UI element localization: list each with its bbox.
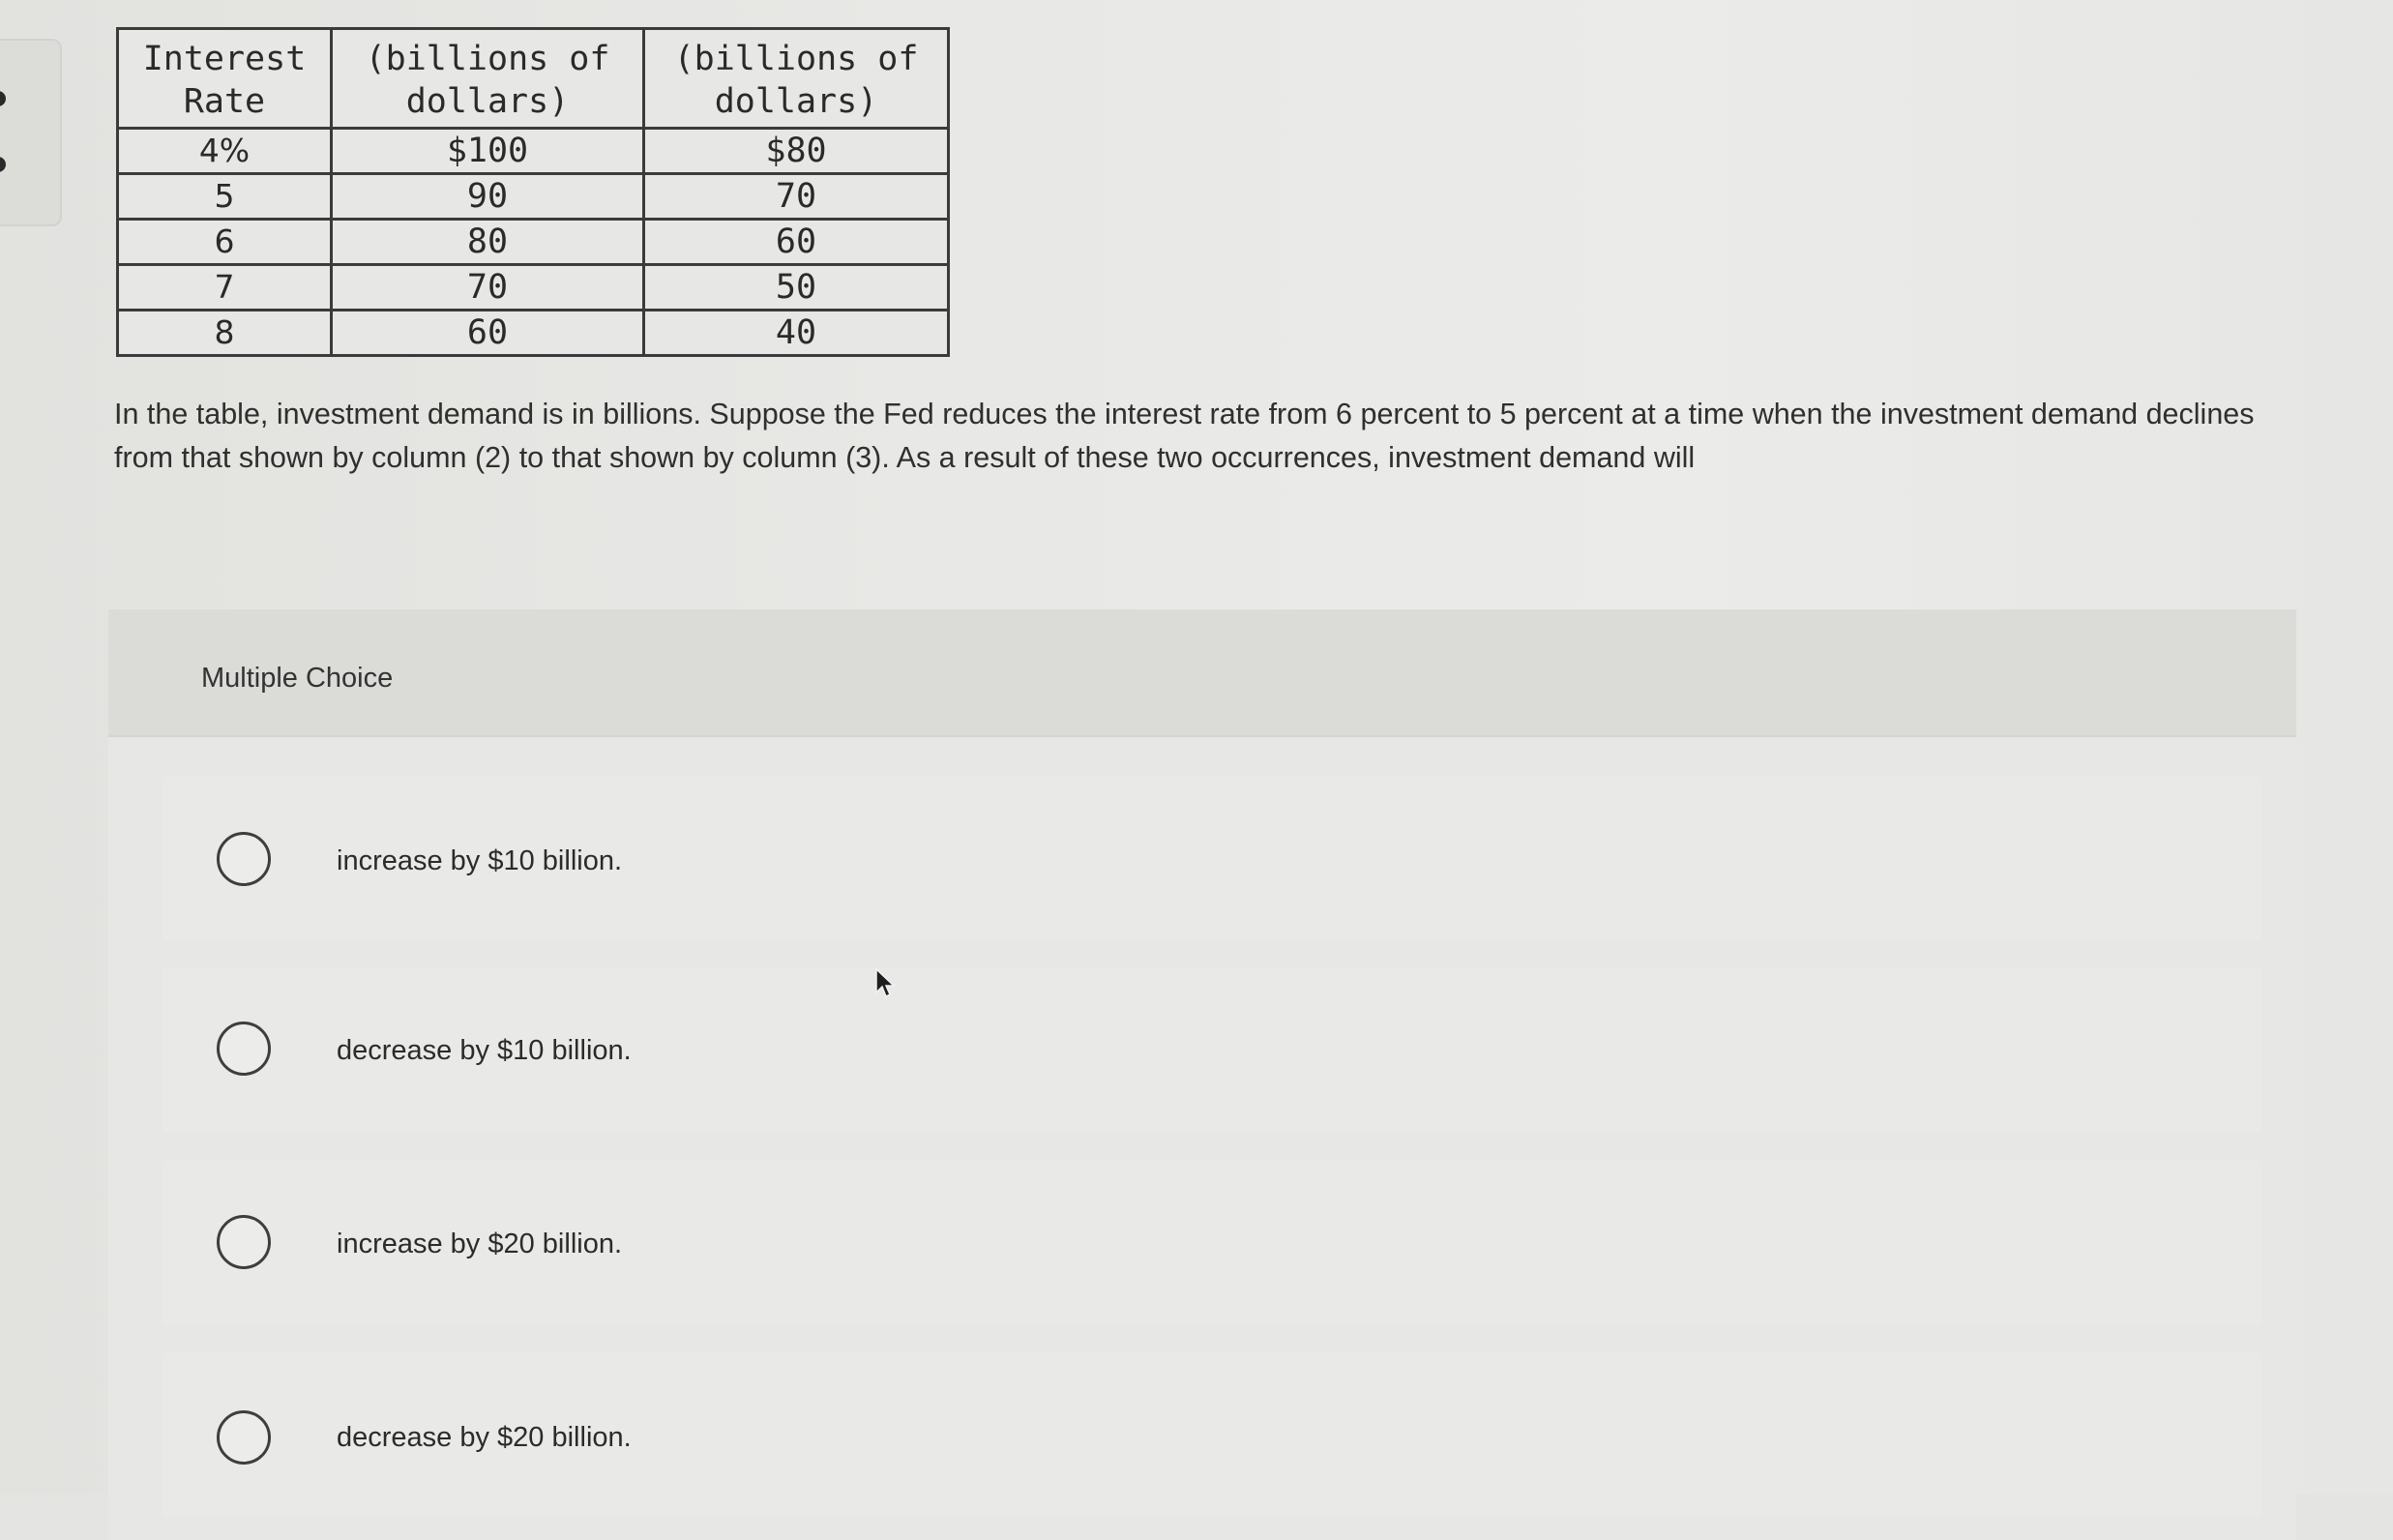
option-label[interactable]: increase by $20 billion. <box>337 1229 623 1259</box>
table-row <box>118 174 949 220</box>
option-label[interactable]: decrease by $20 billion. <box>337 1422 632 1453</box>
rate-cell: 8 <box>118 311 332 356</box>
answer-option-1[interactable] <box>162 776 2261 940</box>
table-row <box>118 265 949 311</box>
answer-option-3[interactable] <box>162 1161 2261 1325</box>
rate-cell: 6 <box>118 220 332 265</box>
answer-option-2[interactable] <box>162 967 2261 1132</box>
radio-unselected-icon[interactable] <box>217 1022 271 1076</box>
multiple-choice-panel <box>108 609 2296 1538</box>
demand-cell: $80 <box>644 129 949 174</box>
option-label[interactable]: decrease by $10 billion. <box>337 1035 632 1066</box>
demand-cell: $100 <box>332 129 644 174</box>
table-row <box>118 311 949 356</box>
radio-unselected-icon[interactable] <box>217 1410 271 1465</box>
table-header-row <box>118 29 949 129</box>
table-row <box>118 129 949 174</box>
demand-cell: 60 <box>644 220 949 265</box>
mouse-pointer-icon <box>874 967 898 1000</box>
demand-cell: 80 <box>332 220 644 265</box>
demand-cell: 70 <box>332 265 644 311</box>
question-text: In the table, investment demand is in billions. Suppose the Fed reduces the interest rate from 6 percent to 5 percent at a time when the investment demand declines from that shown by column (2) to that shown by column (3). As a result of these two occurrences, investment demand will <box>114 398 2255 474</box>
header-interest-rate: Interest Rate <box>118 29 332 129</box>
demand-cell: 40 <box>644 311 949 356</box>
rate-cell: 4% <box>118 129 332 174</box>
investment-demand-table <box>116 27 950 357</box>
radio-unselected-icon[interactable] <box>217 1215 271 1269</box>
multiple-choice-header <box>108 609 2296 737</box>
demand-cell: 60 <box>332 311 644 356</box>
answer-option-4[interactable] <box>162 1352 2261 1517</box>
option-label[interactable]: increase by $10 billion. <box>337 845 623 876</box>
rate-cell: 5 <box>118 174 332 220</box>
previous-panel-edge <box>0 39 62 226</box>
header-column-2: (billions of dollars) <box>332 29 644 129</box>
radio-unselected-icon[interactable] <box>217 832 271 886</box>
table-row <box>118 220 949 265</box>
header-column-3: (billions of dollars) <box>644 29 949 129</box>
rate-cell: 7 <box>118 265 332 311</box>
demand-cell: 50 <box>644 265 949 311</box>
demand-cell: 90 <box>332 174 644 220</box>
multiple-choice-title: Multiple Choice <box>201 663 394 694</box>
demand-cell: 70 <box>644 174 949 220</box>
options-list <box>108 737 2296 1540</box>
